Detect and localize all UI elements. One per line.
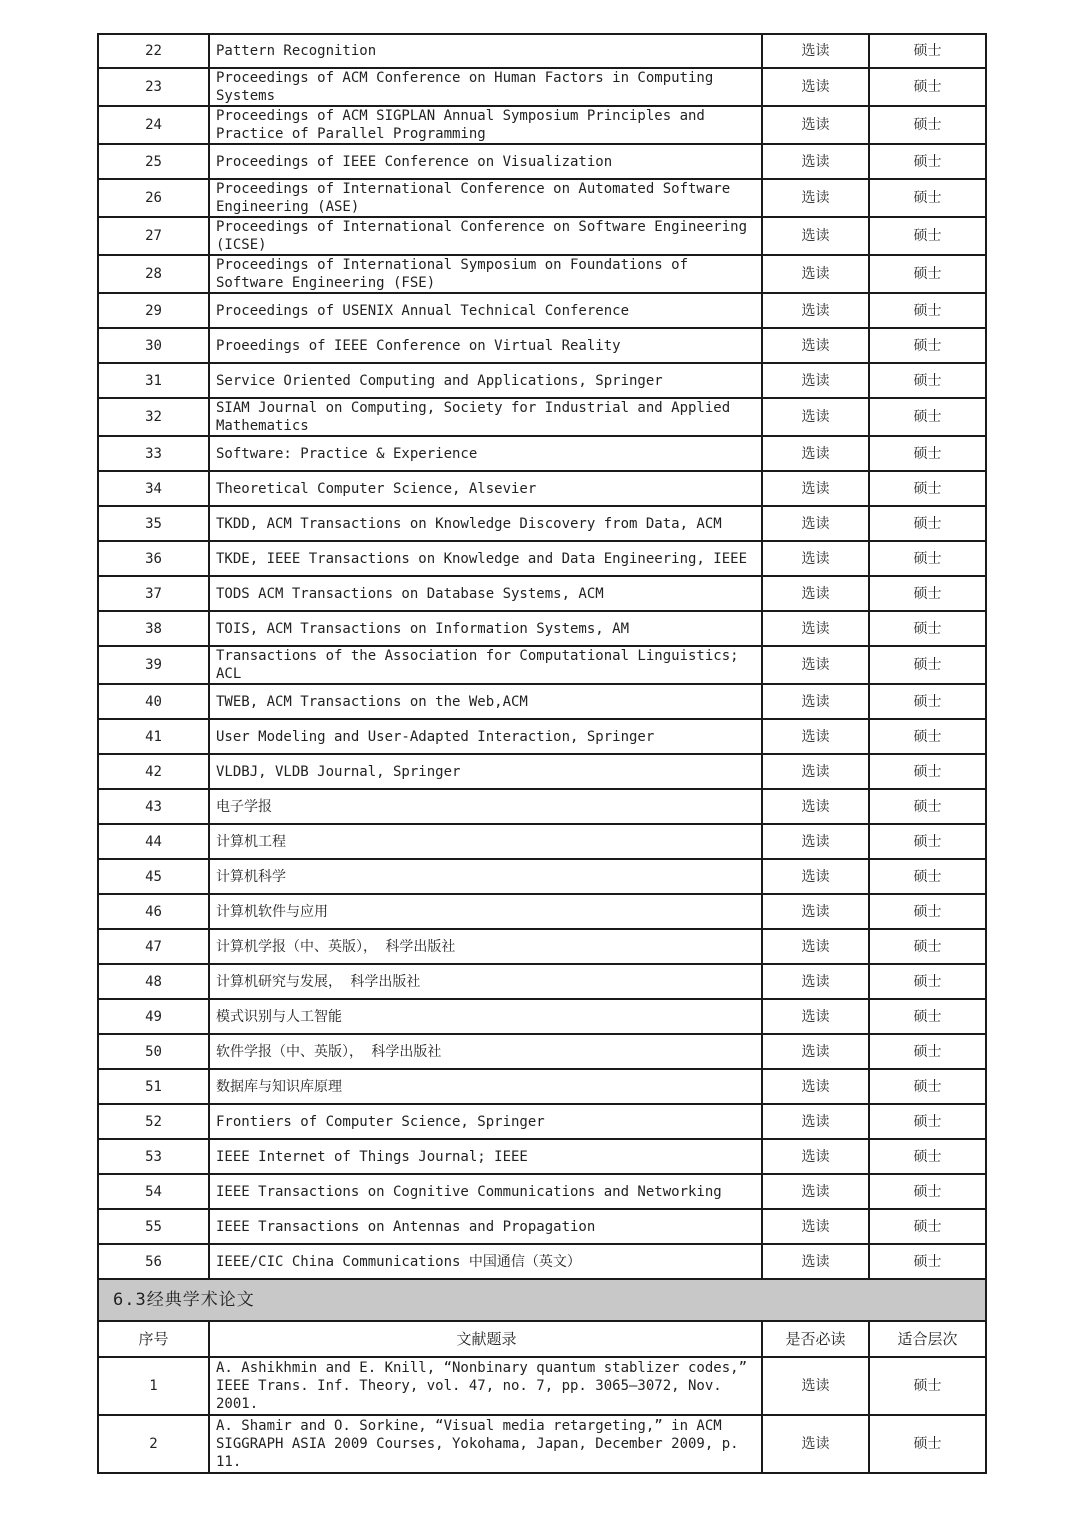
row-number: 52 bbox=[98, 1104, 209, 1139]
degree-level: 硕士 bbox=[869, 436, 986, 471]
row-number: 36 bbox=[98, 541, 209, 576]
table-row bbox=[98, 1357, 986, 1415]
row-number: 2 bbox=[98, 1415, 209, 1473]
degree-level: 硕士 bbox=[869, 398, 986, 436]
journal-title: Software: Practice & Experience bbox=[209, 436, 762, 471]
row-number: 33 bbox=[98, 436, 209, 471]
required-status: 选读 bbox=[762, 1174, 869, 1209]
required-status: 选读 bbox=[762, 436, 869, 471]
table-row bbox=[98, 824, 986, 859]
table-row bbox=[98, 611, 986, 646]
table-row bbox=[98, 541, 986, 576]
degree-level: 硕士 bbox=[869, 506, 986, 541]
row-number: 50 bbox=[98, 1034, 209, 1069]
row-number: 1 bbox=[98, 1357, 209, 1415]
row-number: 48 bbox=[98, 964, 209, 999]
table-row bbox=[98, 754, 986, 789]
journal-title: IEEE/CIC China Communications 中国通信（英文） bbox=[209, 1244, 762, 1279]
required-status: 选读 bbox=[762, 684, 869, 719]
journal-title: IEEE Transactions on Cognitive Communications and Networking bbox=[209, 1174, 762, 1209]
degree-level: 硕士 bbox=[869, 1034, 986, 1069]
header-number: 序号 bbox=[98, 1321, 209, 1357]
journal-title: TKDD, ACM Transactions on Knowledge Discovery from Data, ACM bbox=[209, 506, 762, 541]
journal-table-body bbox=[98, 34, 986, 1473]
table-row bbox=[98, 293, 986, 328]
required-status: 选读 bbox=[762, 506, 869, 541]
table-row bbox=[98, 929, 986, 964]
degree-level: 硕士 bbox=[869, 1069, 986, 1104]
degree-level: 硕士 bbox=[869, 328, 986, 363]
required-status: 选读 bbox=[762, 179, 869, 217]
row-number: 23 bbox=[98, 68, 209, 106]
journal-title: Transactions of the Association for Computational Linguistics; ACL bbox=[209, 646, 762, 684]
table-row bbox=[98, 576, 986, 611]
row-number: 34 bbox=[98, 471, 209, 506]
row-number: 22 bbox=[98, 34, 209, 68]
table-row bbox=[98, 328, 986, 363]
journal-title: 软件学报（中、英版）， 科学出版社 bbox=[209, 1034, 762, 1069]
row-number: 35 bbox=[98, 506, 209, 541]
degree-level: 硕士 bbox=[869, 719, 986, 754]
degree-level: 硕士 bbox=[869, 611, 986, 646]
required-status: 选读 bbox=[762, 719, 869, 754]
degree-level: 硕士 bbox=[869, 1357, 986, 1415]
row-number: 32 bbox=[98, 398, 209, 436]
required-status: 选读 bbox=[762, 217, 869, 255]
journal-title: Proceedings of International Symposium on Foundations of Software Engineering (FSE) bbox=[209, 255, 762, 293]
row-number: 53 bbox=[98, 1139, 209, 1174]
journal-title: TODS ACM Transactions on Database Systems, ACM bbox=[209, 576, 762, 611]
row-number: 27 bbox=[98, 217, 209, 255]
degree-level: 硕士 bbox=[869, 894, 986, 929]
degree-level: 硕士 bbox=[869, 255, 986, 293]
degree-level: 硕士 bbox=[869, 217, 986, 255]
degree-level: 硕士 bbox=[869, 576, 986, 611]
column-header-row bbox=[98, 1321, 986, 1357]
required-status: 选读 bbox=[762, 1069, 869, 1104]
journal-title: SIAM Journal on Computing, Society for Industrial and Applied Mathematics bbox=[209, 398, 762, 436]
required-status: 选读 bbox=[762, 894, 869, 929]
journal-title: 模式识别与人工智能 bbox=[209, 999, 762, 1034]
row-number: 31 bbox=[98, 363, 209, 398]
degree-level: 硕士 bbox=[869, 929, 986, 964]
degree-level: 硕士 bbox=[869, 789, 986, 824]
required-status: 选读 bbox=[762, 1357, 869, 1415]
table-row bbox=[98, 1244, 986, 1279]
journal-title: 电子学报 bbox=[209, 789, 762, 824]
degree-level: 硕士 bbox=[869, 179, 986, 217]
degree-level: 硕士 bbox=[869, 68, 986, 106]
degree-level: 硕士 bbox=[869, 1209, 986, 1244]
table-row bbox=[98, 1034, 986, 1069]
row-number: 39 bbox=[98, 646, 209, 684]
table-row bbox=[98, 1209, 986, 1244]
journal-title: VLDBJ, VLDB Journal, Springer bbox=[209, 754, 762, 789]
row-number: 46 bbox=[98, 894, 209, 929]
table-row bbox=[98, 964, 986, 999]
journal-title: 数据库与知识库原理 bbox=[209, 1069, 762, 1104]
journal-title: Theoretical Computer Science, Alsevier bbox=[209, 471, 762, 506]
journal-title: Proceedings of International Conference on Software Engineering (ICSE) bbox=[209, 217, 762, 255]
table-row bbox=[98, 894, 986, 929]
table-row bbox=[98, 1415, 986, 1473]
degree-level: 硕士 bbox=[869, 541, 986, 576]
section-header-row bbox=[98, 1279, 986, 1321]
journal-title: IEEE Transactions on Antennas and Propagation bbox=[209, 1209, 762, 1244]
required-status: 选读 bbox=[762, 824, 869, 859]
required-status: 选读 bbox=[762, 363, 869, 398]
header-required: 是否必读 bbox=[762, 1321, 869, 1357]
degree-level: 硕士 bbox=[869, 999, 986, 1034]
row-number: 25 bbox=[98, 144, 209, 179]
header-level: 适合层次 bbox=[869, 1321, 986, 1357]
row-number: 37 bbox=[98, 576, 209, 611]
degree-level: 硕士 bbox=[869, 964, 986, 999]
row-number: 26 bbox=[98, 179, 209, 217]
table-row bbox=[98, 1139, 986, 1174]
row-number: 29 bbox=[98, 293, 209, 328]
row-number: 28 bbox=[98, 255, 209, 293]
degree-level: 硕士 bbox=[869, 684, 986, 719]
degree-level: 硕士 bbox=[869, 1244, 986, 1279]
required-status: 选读 bbox=[762, 68, 869, 106]
required-status: 选读 bbox=[762, 1244, 869, 1279]
required-status: 选读 bbox=[762, 293, 869, 328]
journal-title: Service Oriented Computing and Applications, Springer bbox=[209, 363, 762, 398]
header-title: 文献题录 bbox=[209, 1321, 762, 1357]
required-status: 选读 bbox=[762, 1034, 869, 1069]
journal-title: TWEB, ACM Transactions on the Web,ACM bbox=[209, 684, 762, 719]
table-row bbox=[98, 684, 986, 719]
journal-title: Proceedings of ACM Conference on Human Factors in Computing Systems bbox=[209, 68, 762, 106]
table-row bbox=[98, 789, 986, 824]
required-status: 选读 bbox=[762, 576, 869, 611]
journal-title: 计算机工程 bbox=[209, 824, 762, 859]
required-status: 选读 bbox=[762, 106, 869, 144]
required-status: 选读 bbox=[762, 1415, 869, 1473]
journal-title: Pattern Recognition bbox=[209, 34, 762, 68]
degree-level: 硕士 bbox=[869, 754, 986, 789]
table-row bbox=[98, 179, 986, 217]
journal-table bbox=[97, 33, 987, 1474]
table-row bbox=[98, 1174, 986, 1209]
required-status: 选读 bbox=[762, 471, 869, 506]
row-number: 55 bbox=[98, 1209, 209, 1244]
journal-title: Proceedings of International Conference on Automated Software Engineering (ASE) bbox=[209, 179, 762, 217]
degree-level: 硕士 bbox=[869, 34, 986, 68]
table-row bbox=[98, 646, 986, 684]
required-status: 选读 bbox=[762, 754, 869, 789]
degree-level: 硕士 bbox=[869, 293, 986, 328]
required-status: 选读 bbox=[762, 398, 869, 436]
table-row bbox=[98, 255, 986, 293]
table-row bbox=[98, 34, 986, 68]
row-number: 51 bbox=[98, 1069, 209, 1104]
degree-level: 硕士 bbox=[869, 646, 986, 684]
degree-level: 硕士 bbox=[869, 859, 986, 894]
row-number: 24 bbox=[98, 106, 209, 144]
required-status: 选读 bbox=[762, 999, 869, 1034]
row-number: 49 bbox=[98, 999, 209, 1034]
table-row bbox=[98, 1069, 986, 1104]
required-status: 选读 bbox=[762, 1104, 869, 1139]
degree-level: 硕士 bbox=[869, 363, 986, 398]
row-number: 54 bbox=[98, 1174, 209, 1209]
section-title: 6.3经典学术论文 bbox=[98, 1279, 986, 1321]
table-row bbox=[98, 999, 986, 1034]
table-row bbox=[98, 471, 986, 506]
journal-title: Proeedings of IEEE Conference on Virtual Reality bbox=[209, 328, 762, 363]
row-number: 47 bbox=[98, 929, 209, 964]
required-status: 选读 bbox=[762, 646, 869, 684]
paper-citation: A. Ashikhmin and E. Knill, “Nonbinary quantum stablizer codes,” IEEE Trans. Inf. Theory, vol. 47, no. 7, pp. 3065–3072, Nov. 2001. bbox=[209, 1357, 762, 1415]
required-status: 选读 bbox=[762, 964, 869, 999]
required-status: 选读 bbox=[762, 789, 869, 824]
table-row bbox=[98, 436, 986, 471]
required-status: 选读 bbox=[762, 859, 869, 894]
required-status: 选读 bbox=[762, 144, 869, 179]
table-row bbox=[98, 144, 986, 179]
row-number: 40 bbox=[98, 684, 209, 719]
journal-title: TOIS, ACM Transactions on Information Systems, AM bbox=[209, 611, 762, 646]
degree-level: 硕士 bbox=[869, 106, 986, 144]
table-row bbox=[98, 506, 986, 541]
table-row bbox=[98, 859, 986, 894]
row-number: 42 bbox=[98, 754, 209, 789]
journal-title: Proceedings of IEEE Conference on Visualization bbox=[209, 144, 762, 179]
row-number: 38 bbox=[98, 611, 209, 646]
journal-title: Frontiers of Computer Science, Springer bbox=[209, 1104, 762, 1139]
journal-title: Proceedings of ACM SIGPLAN Annual Symposium Principles and Practice of Parallel Programming bbox=[209, 106, 762, 144]
degree-level: 硕士 bbox=[869, 471, 986, 506]
table-row bbox=[98, 363, 986, 398]
journal-title: 计算机研究与发展， 科学出版社 bbox=[209, 964, 762, 999]
required-status: 选读 bbox=[762, 1139, 869, 1174]
row-number: 45 bbox=[98, 859, 209, 894]
table-row bbox=[98, 68, 986, 106]
table-row bbox=[98, 719, 986, 754]
paper-citation: A. Shamir and O. Sorkine, “Visual media retargeting,” in ACM SIGGRAPH ASIA 2009 Courses, Yokohama, Japan, December 2009, p. 11. bbox=[209, 1415, 762, 1473]
journal-title: IEEE Internet of Things Journal; IEEE bbox=[209, 1139, 762, 1174]
row-number: 44 bbox=[98, 824, 209, 859]
required-status: 选读 bbox=[762, 255, 869, 293]
journal-title: TKDE, IEEE Transactions on Knowledge and Data Engineering, IEEE bbox=[209, 541, 762, 576]
required-status: 选读 bbox=[762, 929, 869, 964]
required-status: 选读 bbox=[762, 611, 869, 646]
journal-title: User Modeling and User-Adapted Interaction, Springer bbox=[209, 719, 762, 754]
row-number: 43 bbox=[98, 789, 209, 824]
degree-level: 硕士 bbox=[869, 1415, 986, 1473]
required-status: 选读 bbox=[762, 328, 869, 363]
table-row bbox=[98, 398, 986, 436]
required-status: 选读 bbox=[762, 541, 869, 576]
journal-title: 计算机软件与应用 bbox=[209, 894, 762, 929]
degree-level: 硕士 bbox=[869, 1174, 986, 1209]
row-number: 30 bbox=[98, 328, 209, 363]
journal-title: Proceedings of USENIX Annual Technical Conference bbox=[209, 293, 762, 328]
journal-title: 计算机学报（中、英版）， 科学出版社 bbox=[209, 929, 762, 964]
journal-title: 计算机科学 bbox=[209, 859, 762, 894]
table-row bbox=[98, 1104, 986, 1139]
required-status: 选读 bbox=[762, 1209, 869, 1244]
degree-level: 硕士 bbox=[869, 824, 986, 859]
required-status: 选读 bbox=[762, 34, 869, 68]
degree-level: 硕士 bbox=[869, 1104, 986, 1139]
row-number: 41 bbox=[98, 719, 209, 754]
table-row bbox=[98, 106, 986, 144]
degree-level: 硕士 bbox=[869, 144, 986, 179]
row-number: 56 bbox=[98, 1244, 209, 1279]
table-row bbox=[98, 217, 986, 255]
degree-level: 硕士 bbox=[869, 1139, 986, 1174]
